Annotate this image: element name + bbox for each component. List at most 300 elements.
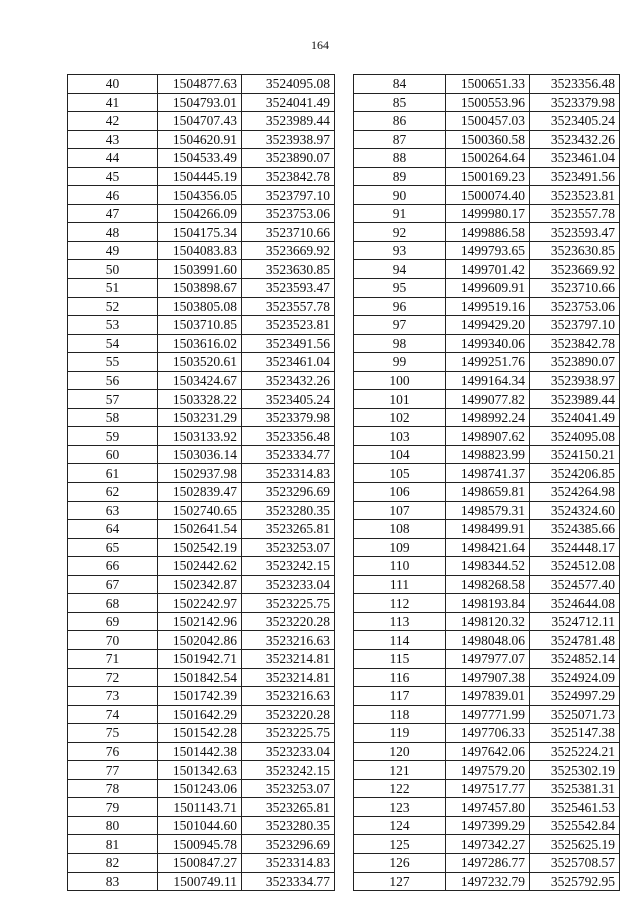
x-coordinate-cell: 1500360.58	[446, 130, 530, 149]
point-number-cell: 62	[68, 483, 158, 502]
point-number-cell: 88	[354, 149, 446, 168]
x-coordinate-cell: 1501742.39	[158, 687, 242, 706]
point-number-cell: 81	[68, 835, 158, 854]
x-coordinate-cell: 1503991.60	[158, 260, 242, 279]
x-coordinate-cell: 1501542.28	[158, 724, 242, 743]
point-number-cell: 120	[354, 742, 446, 761]
table-row	[354, 112, 620, 131]
table-row	[354, 575, 620, 594]
x-coordinate-cell: 1499609.91	[446, 279, 530, 298]
x-coordinate-cell: 1503133.92	[158, 427, 242, 446]
y-coordinate-cell: 3523989.44	[530, 390, 620, 409]
table-row	[354, 483, 620, 502]
table-row	[354, 167, 620, 186]
point-number-cell: 84	[354, 75, 446, 94]
table-row	[68, 75, 335, 94]
table-row	[354, 297, 620, 316]
table-row	[68, 297, 335, 316]
point-number-cell: 71	[68, 649, 158, 668]
point-number-cell: 59	[68, 427, 158, 446]
x-coordinate-cell: 1501243.06	[158, 779, 242, 798]
x-coordinate-cell: 1497706.33	[446, 724, 530, 743]
point-number-cell: 85	[354, 93, 446, 112]
x-coordinate-cell: 1503616.02	[158, 334, 242, 353]
y-coordinate-cell: 3524512.08	[530, 557, 620, 576]
point-number-cell: 76	[68, 742, 158, 761]
y-coordinate-cell: 3524041.49	[242, 93, 335, 112]
point-number-cell: 56	[68, 371, 158, 390]
y-coordinate-cell: 3525381.31	[530, 779, 620, 798]
table-row	[354, 649, 620, 668]
point-number-cell: 97	[354, 316, 446, 335]
y-coordinate-cell: 3524150.21	[530, 445, 620, 464]
table-row	[68, 631, 335, 650]
point-number-cell: 53	[68, 316, 158, 335]
y-coordinate-cell: 3523491.56	[530, 167, 620, 186]
x-coordinate-cell: 1502740.65	[158, 501, 242, 520]
point-number-cell: 121	[354, 761, 446, 780]
table-row	[354, 631, 620, 650]
y-coordinate-cell: 3524206.85	[530, 464, 620, 483]
point-number-cell: 93	[354, 241, 446, 260]
point-number-cell: 43	[68, 130, 158, 149]
point-number-cell: 116	[354, 668, 446, 687]
table-row	[354, 798, 620, 817]
table-row	[68, 167, 335, 186]
y-coordinate-cell: 3523593.47	[242, 279, 335, 298]
table-row	[354, 223, 620, 242]
point-number-cell: 119	[354, 724, 446, 743]
y-coordinate-cell: 3524997.29	[530, 687, 620, 706]
point-number-cell: 40	[68, 75, 158, 94]
point-number-cell: 69	[68, 612, 158, 631]
table-row	[68, 668, 335, 687]
table-row	[68, 742, 335, 761]
y-coordinate-cell: 3523557.78	[530, 204, 620, 223]
x-coordinate-cell: 1498579.31	[446, 501, 530, 520]
point-number-cell: 96	[354, 297, 446, 316]
table-row	[354, 371, 620, 390]
point-number-cell: 50	[68, 260, 158, 279]
point-number-cell: 87	[354, 130, 446, 149]
table-row	[68, 724, 335, 743]
table-row	[68, 575, 335, 594]
point-number-cell: 55	[68, 353, 158, 372]
table-row	[68, 408, 335, 427]
point-number-cell: 110	[354, 557, 446, 576]
table-row	[68, 501, 335, 520]
x-coordinate-cell: 1504533.49	[158, 149, 242, 168]
y-coordinate-cell: 3523214.81	[242, 668, 335, 687]
y-coordinate-cell: 3525071.73	[530, 705, 620, 724]
table-row	[68, 816, 335, 835]
table-row	[354, 705, 620, 724]
table-row	[68, 853, 335, 872]
point-number-cell: 63	[68, 501, 158, 520]
y-coordinate-cell: 3524041.49	[530, 408, 620, 427]
x-coordinate-cell: 1504266.09	[158, 204, 242, 223]
y-coordinate-cell: 3523242.15	[242, 761, 335, 780]
x-coordinate-cell: 1500847.27	[158, 853, 242, 872]
point-number-cell: 109	[354, 538, 446, 557]
table-row	[354, 557, 620, 576]
y-coordinate-cell: 3525625.19	[530, 835, 620, 854]
x-coordinate-cell: 1504083.83	[158, 241, 242, 260]
x-coordinate-cell: 1504707.43	[158, 112, 242, 131]
x-coordinate-cell: 1499886.58	[446, 223, 530, 242]
table-row	[68, 186, 335, 205]
x-coordinate-cell: 1502937.98	[158, 464, 242, 483]
x-coordinate-cell: 1497286.77	[446, 853, 530, 872]
x-coordinate-cell: 1499701.42	[446, 260, 530, 279]
y-coordinate-cell: 3523630.85	[530, 241, 620, 260]
table-row	[68, 872, 335, 891]
y-coordinate-cell: 3524324.60	[530, 501, 620, 520]
point-number-cell: 49	[68, 241, 158, 260]
table-row	[354, 279, 620, 298]
y-coordinate-cell: 3523214.81	[242, 649, 335, 668]
point-number-cell: 95	[354, 279, 446, 298]
table-row	[354, 761, 620, 780]
table-row	[354, 724, 620, 743]
y-coordinate-cell: 3525792.95	[530, 872, 620, 891]
y-coordinate-cell: 3523265.81	[242, 798, 335, 817]
point-number-cell: 105	[354, 464, 446, 483]
x-coordinate-cell: 1501442.38	[158, 742, 242, 761]
x-coordinate-cell: 1498659.81	[446, 483, 530, 502]
point-number-cell: 112	[354, 594, 446, 613]
x-coordinate-cell: 1500169.23	[446, 167, 530, 186]
y-coordinate-cell: 3523669.92	[530, 260, 620, 279]
x-coordinate-cell: 1501642.29	[158, 705, 242, 724]
y-coordinate-cell: 3523523.81	[530, 186, 620, 205]
point-number-cell: 77	[68, 761, 158, 780]
table-row	[354, 408, 620, 427]
y-coordinate-cell: 3523753.06	[242, 204, 335, 223]
x-coordinate-cell: 1498120.32	[446, 612, 530, 631]
y-coordinate-cell: 3523334.77	[242, 872, 335, 891]
y-coordinate-cell: 3524924.09	[530, 668, 620, 687]
point-number-cell: 73	[68, 687, 158, 706]
x-coordinate-cell: 1502142.96	[158, 612, 242, 631]
table-row	[354, 186, 620, 205]
x-coordinate-cell: 1503805.08	[158, 297, 242, 316]
x-coordinate-cell: 1502242.97	[158, 594, 242, 613]
point-number-cell: 57	[68, 390, 158, 409]
point-number-cell: 102	[354, 408, 446, 427]
point-number-cell: 75	[68, 724, 158, 743]
table-row	[68, 223, 335, 242]
y-coordinate-cell: 3524852.14	[530, 649, 620, 668]
point-number-cell: 92	[354, 223, 446, 242]
table-row	[68, 427, 335, 446]
table-row	[68, 390, 335, 409]
point-number-cell: 86	[354, 112, 446, 131]
y-coordinate-cell: 3523669.92	[242, 241, 335, 260]
point-number-cell: 115	[354, 649, 446, 668]
table-row	[354, 130, 620, 149]
point-number-cell: 98	[354, 334, 446, 353]
y-coordinate-cell: 3524644.08	[530, 594, 620, 613]
x-coordinate-cell: 1498907.62	[446, 427, 530, 446]
y-coordinate-cell: 3523797.10	[530, 316, 620, 335]
x-coordinate-cell: 1498193.84	[446, 594, 530, 613]
point-number-cell: 60	[68, 445, 158, 464]
point-number-cell: 42	[68, 112, 158, 131]
table-row	[68, 149, 335, 168]
table-row	[354, 75, 620, 94]
x-coordinate-cell: 1502839.47	[158, 483, 242, 502]
y-coordinate-cell: 3523280.35	[242, 816, 335, 835]
table-row	[354, 872, 620, 891]
y-coordinate-cell: 3523220.28	[242, 612, 335, 631]
y-coordinate-cell: 3523938.97	[530, 371, 620, 390]
y-coordinate-cell: 3524712.11	[530, 612, 620, 631]
point-number-cell: 41	[68, 93, 158, 112]
y-coordinate-cell: 3523797.10	[242, 186, 335, 205]
y-coordinate-cell: 3523890.07	[242, 149, 335, 168]
table-row	[68, 464, 335, 483]
point-number-cell: 108	[354, 520, 446, 539]
point-number-cell: 124	[354, 816, 446, 835]
point-number-cell: 72	[68, 668, 158, 687]
table-row	[68, 520, 335, 539]
y-coordinate-cell: 3523989.44	[242, 112, 335, 131]
point-number-cell: 126	[354, 853, 446, 872]
x-coordinate-cell: 1500074.40	[446, 186, 530, 205]
point-number-cell: 123	[354, 798, 446, 817]
y-coordinate-cell: 3523938.97	[242, 130, 335, 149]
point-number-cell: 111	[354, 575, 446, 594]
table-row	[354, 353, 620, 372]
y-coordinate-cell: 3524448.17	[530, 538, 620, 557]
x-coordinate-cell: 1501842.54	[158, 668, 242, 687]
table-row	[354, 149, 620, 168]
x-coordinate-cell: 1500945.78	[158, 835, 242, 854]
y-coordinate-cell: 3523253.07	[242, 779, 335, 798]
point-number-cell: 117	[354, 687, 446, 706]
x-coordinate-cell: 1499077.82	[446, 390, 530, 409]
y-coordinate-cell: 3523356.48	[530, 75, 620, 94]
table-row	[354, 853, 620, 872]
y-coordinate-cell: 3523242.15	[242, 557, 335, 576]
y-coordinate-cell: 3523216.63	[242, 687, 335, 706]
table-row	[68, 353, 335, 372]
y-coordinate-cell: 3524095.08	[242, 75, 335, 94]
y-coordinate-cell: 3523233.04	[242, 742, 335, 761]
point-number-cell: 54	[68, 334, 158, 353]
y-coordinate-cell: 3523225.75	[242, 724, 335, 743]
point-number-cell: 78	[68, 779, 158, 798]
point-number-cell: 99	[354, 353, 446, 372]
point-number-cell: 79	[68, 798, 158, 817]
y-coordinate-cell: 3523491.56	[242, 334, 335, 353]
x-coordinate-cell: 1504175.34	[158, 223, 242, 242]
table-row	[68, 241, 335, 260]
table-row	[354, 334, 620, 353]
x-coordinate-cell: 1498823.99	[446, 445, 530, 464]
table-row	[68, 204, 335, 223]
table-row	[354, 445, 620, 464]
table-row	[68, 761, 335, 780]
point-number-cell: 107	[354, 501, 446, 520]
x-coordinate-cell: 1504356.05	[158, 186, 242, 205]
y-coordinate-cell: 3523314.83	[242, 853, 335, 872]
x-coordinate-cell: 1503231.29	[158, 408, 242, 427]
y-coordinate-cell: 3523280.35	[242, 501, 335, 520]
y-coordinate-cell: 3523461.04	[242, 353, 335, 372]
x-coordinate-cell: 1499429.20	[446, 316, 530, 335]
x-coordinate-cell: 1500553.96	[446, 93, 530, 112]
y-coordinate-cell: 3524095.08	[530, 427, 620, 446]
table-row	[354, 427, 620, 446]
x-coordinate-cell: 1497517.77	[446, 779, 530, 798]
y-coordinate-cell: 3525542.84	[530, 816, 620, 835]
x-coordinate-cell: 1502442.62	[158, 557, 242, 576]
point-number-cell: 118	[354, 705, 446, 724]
point-number-cell: 122	[354, 779, 446, 798]
x-coordinate-cell: 1501143.71	[158, 798, 242, 817]
y-coordinate-cell: 3524781.48	[530, 631, 620, 650]
y-coordinate-cell: 3523265.81	[242, 520, 335, 539]
table-row	[68, 779, 335, 798]
x-coordinate-cell: 1503898.67	[158, 279, 242, 298]
point-number-cell: 48	[68, 223, 158, 242]
table-row	[68, 835, 335, 854]
table-row	[68, 798, 335, 817]
y-coordinate-cell: 3523710.66	[530, 279, 620, 298]
point-number-cell: 64	[68, 520, 158, 539]
y-coordinate-cell: 3523233.04	[242, 575, 335, 594]
table-row	[68, 557, 335, 576]
point-number-cell: 91	[354, 204, 446, 223]
x-coordinate-cell: 1499519.16	[446, 297, 530, 316]
point-number-cell: 94	[354, 260, 446, 279]
y-coordinate-cell: 3523405.24	[530, 112, 620, 131]
table-row	[354, 390, 620, 409]
y-coordinate-cell: 3523432.26	[242, 371, 335, 390]
y-coordinate-cell: 3523253.07	[242, 538, 335, 557]
point-number-cell: 47	[68, 204, 158, 223]
y-coordinate-cell: 3525302.19	[530, 761, 620, 780]
table-row	[354, 779, 620, 798]
table-row	[354, 204, 620, 223]
y-coordinate-cell: 3523405.24	[242, 390, 335, 409]
left-coordinate-table	[67, 74, 335, 891]
point-number-cell: 68	[68, 594, 158, 613]
x-coordinate-cell: 1504793.01	[158, 93, 242, 112]
point-number-cell: 74	[68, 705, 158, 724]
point-number-cell: 61	[68, 464, 158, 483]
x-coordinate-cell: 1499340.06	[446, 334, 530, 353]
y-coordinate-cell: 3523432.26	[530, 130, 620, 149]
y-coordinate-cell: 3523557.78	[242, 297, 335, 316]
x-coordinate-cell: 1498344.52	[446, 557, 530, 576]
table-row	[354, 93, 620, 112]
x-coordinate-cell: 1499251.76	[446, 353, 530, 372]
y-coordinate-cell: 3525224.21	[530, 742, 620, 761]
table-row	[68, 612, 335, 631]
table-row	[354, 241, 620, 260]
y-coordinate-cell: 3525147.38	[530, 724, 620, 743]
point-number-cell: 70	[68, 631, 158, 650]
x-coordinate-cell: 1497977.07	[446, 649, 530, 668]
x-coordinate-cell: 1502342.87	[158, 575, 242, 594]
y-coordinate-cell: 3523216.63	[242, 631, 335, 650]
table-row	[68, 93, 335, 112]
point-number-cell: 52	[68, 297, 158, 316]
y-coordinate-cell: 3525461.53	[530, 798, 620, 817]
x-coordinate-cell: 1503036.14	[158, 445, 242, 464]
y-coordinate-cell: 3523296.69	[242, 483, 335, 502]
table-row	[68, 649, 335, 668]
y-coordinate-cell: 3523842.78	[242, 167, 335, 186]
point-number-cell: 45	[68, 167, 158, 186]
point-number-cell: 101	[354, 390, 446, 409]
table-row	[68, 705, 335, 724]
point-number-cell: 100	[354, 371, 446, 390]
table-row	[68, 687, 335, 706]
point-number-cell: 65	[68, 538, 158, 557]
y-coordinate-cell: 3523225.75	[242, 594, 335, 613]
x-coordinate-cell: 1500264.64	[446, 149, 530, 168]
x-coordinate-cell: 1500457.03	[446, 112, 530, 131]
y-coordinate-cell: 3524264.98	[530, 483, 620, 502]
y-coordinate-cell: 3523593.47	[530, 223, 620, 242]
table-row	[354, 612, 620, 631]
x-coordinate-cell: 1498048.06	[446, 631, 530, 650]
table-row	[68, 316, 335, 335]
y-coordinate-cell: 3523379.98	[242, 408, 335, 427]
table-row	[68, 130, 335, 149]
point-number-cell: 127	[354, 872, 446, 891]
table-row	[354, 464, 620, 483]
point-number-cell: 80	[68, 816, 158, 835]
point-number-cell: 89	[354, 167, 446, 186]
x-coordinate-cell: 1497342.27	[446, 835, 530, 854]
point-number-cell: 51	[68, 279, 158, 298]
x-coordinate-cell: 1501942.71	[158, 649, 242, 668]
y-coordinate-cell: 3523890.07	[530, 353, 620, 372]
table-row	[68, 594, 335, 613]
table-row	[68, 371, 335, 390]
x-coordinate-cell: 1497907.38	[446, 668, 530, 687]
y-coordinate-cell: 3523220.28	[242, 705, 335, 724]
point-number-cell: 46	[68, 186, 158, 205]
point-number-cell: 104	[354, 445, 446, 464]
x-coordinate-cell: 1498421.64	[446, 538, 530, 557]
x-coordinate-cell: 1502542.19	[158, 538, 242, 557]
point-number-cell: 44	[68, 149, 158, 168]
x-coordinate-cell: 1502042.86	[158, 631, 242, 650]
x-coordinate-cell: 1498499.91	[446, 520, 530, 539]
x-coordinate-cell: 1498741.37	[446, 464, 530, 483]
table-row	[354, 316, 620, 335]
point-number-cell: 113	[354, 612, 446, 631]
y-coordinate-cell: 3523314.83	[242, 464, 335, 483]
y-coordinate-cell: 3523461.04	[530, 149, 620, 168]
table-row	[68, 279, 335, 298]
x-coordinate-cell: 1504620.91	[158, 130, 242, 149]
page-number: 164	[311, 38, 329, 52]
point-number-cell: 66	[68, 557, 158, 576]
y-coordinate-cell: 3523379.98	[530, 93, 620, 112]
x-coordinate-cell: 1498992.24	[446, 408, 530, 427]
table-row	[354, 594, 620, 613]
y-coordinate-cell: 3523710.66	[242, 223, 335, 242]
point-number-cell: 114	[354, 631, 446, 650]
table-row	[68, 445, 335, 464]
